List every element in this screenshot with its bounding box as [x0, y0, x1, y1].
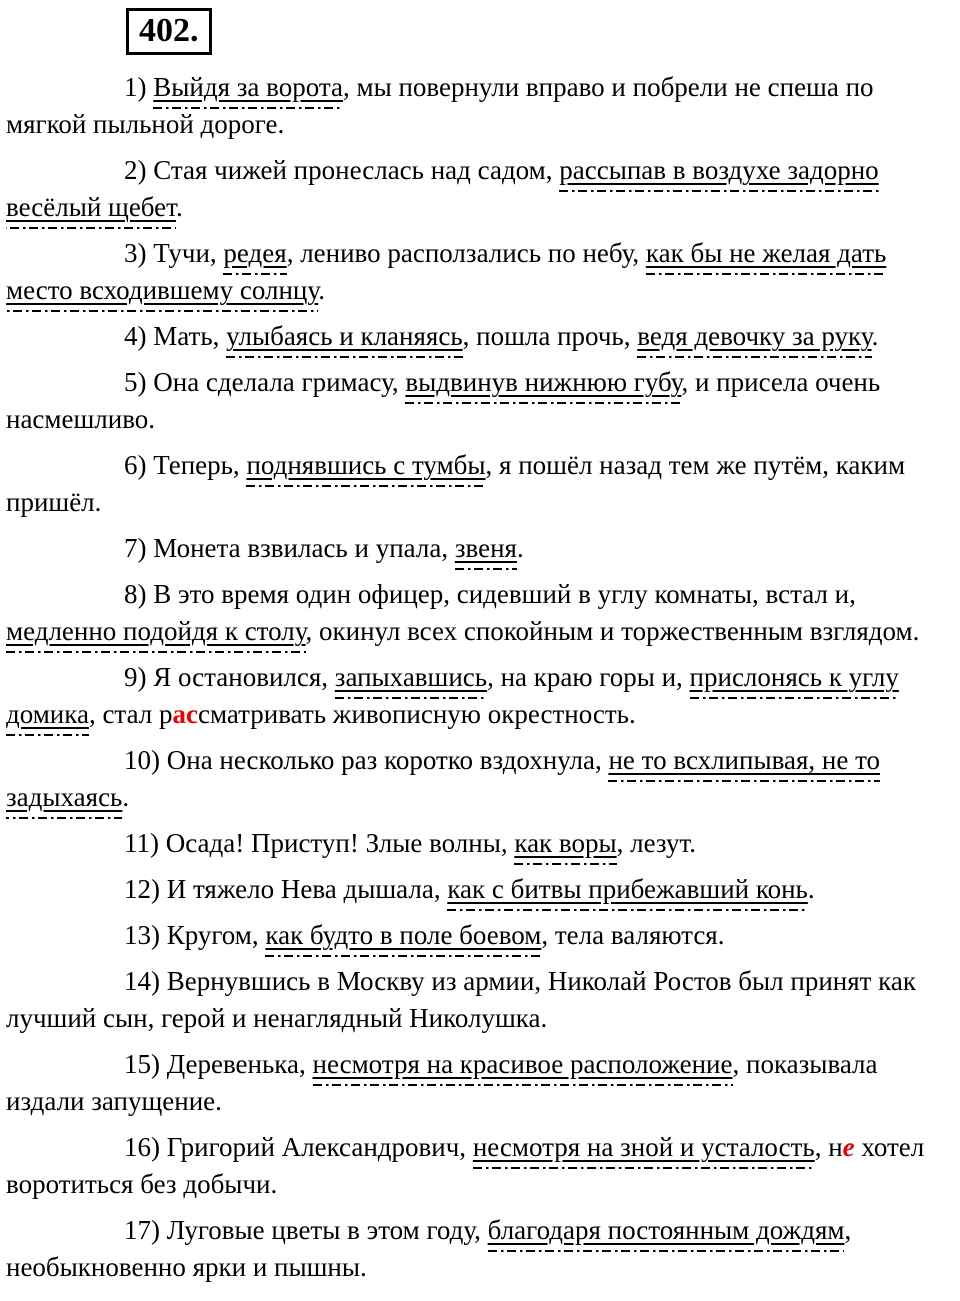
sentence [6, 576, 950, 650]
sentence-text: 7) Монета взвилась и упала, [124, 533, 455, 564]
sentence-text: , лезут. [616, 828, 697, 859]
sentence-text: , окинул всех спокойным и торжественным взглядом. [305, 616, 920, 647]
sentence-text: 12) И тяжело Нева дышала, [124, 874, 448, 905]
sentence-text: 9) Я остановился, [124, 662, 335, 693]
underlined-phrase: запыхавшись [335, 662, 487, 699]
sentence-text: , стал р [88, 699, 173, 730]
sentence-text: 14) Вернувшись в Москву из армии, Николай Ростов был принят как лучший сын, герой и ненаглядный Николушка. [6, 966, 916, 1034]
sentence-text: 8) В это время один офицер, сидевший в углу комнаты, встал и, [124, 579, 856, 610]
sentence-text: , необыкновенно ярки и пышны. [6, 1215, 852, 1283]
sentence [6, 530, 950, 567]
sentence-text: , лениво расползались по небу, [286, 238, 646, 269]
highlighted-letter: е [842, 1132, 855, 1163]
sentence-text: , мы повернули вправо и побрели не спеша по мягкой пыльной дороге. [6, 72, 874, 140]
sentence [6, 235, 950, 309]
sentence-text: 11) Осада! Приступ! Злые волны, [124, 828, 515, 859]
highlighted-letter: ас [172, 699, 198, 730]
sentence-text: сматривать живописную окрестность. [198, 699, 636, 730]
sentence-text: . [122, 782, 130, 813]
sentence [6, 1046, 950, 1120]
underlined-phrase: как воры [514, 828, 616, 865]
sentence-text: 16) Григорий Александрович, [124, 1132, 473, 1163]
underlined-phrase: как с битвы прибежавший конь [447, 874, 808, 911]
sentence-text: , н [814, 1132, 843, 1163]
sentence [6, 364, 950, 438]
underlined-phrase: выдвинув нижнюю губу [405, 367, 681, 404]
underlined-phrase: несмотря на зной и усталость [473, 1132, 815, 1169]
sentence [6, 1212, 950, 1286]
sentence-text: 10) Она несколько раз коротко вздохнула, [124, 745, 609, 776]
exercise-number: 402. [139, 12, 199, 49]
underlined-phrase: несмотря на красивое расположение [313, 1049, 733, 1086]
sentence-text: , пошла прочь, [462, 321, 638, 352]
sentence-text: , и присела очень насмешливо. [6, 367, 881, 435]
sentence-text: . [871, 321, 879, 352]
underlined-phrase: прислонясь к углу домика [6, 662, 899, 736]
underlined-phrase: не то всхлипывая, не то задыхаясь [6, 745, 880, 819]
sentence [6, 742, 950, 816]
sentence-text: , показывала издали запущение. [6, 1049, 878, 1117]
sentence-text: 3) Тучи, [124, 238, 224, 269]
exercise-number-box [126, 8, 212, 55]
underlined-phrase: поднявшись с тумбы [246, 450, 485, 487]
sentence [6, 318, 950, 355]
sentence-text: 5) Она сделала гримасу, [124, 367, 406, 398]
sentence-text: , на краю горы и, [487, 662, 690, 693]
sentence-text: 2) Стая чижей пронеслась над садом, [124, 155, 560, 186]
underlined-phrase: звеня [455, 533, 517, 570]
sentence [6, 871, 950, 908]
sentence-text: 6) Теперь, [124, 450, 247, 481]
sentence-text: . [516, 533, 524, 564]
underlined-phrase: улыбаясь и кланяясь [226, 321, 462, 358]
sentence [6, 659, 950, 733]
underlined-phrase: Выйдя за ворота [153, 72, 343, 109]
sentence-text: хотел воротиться без добычи. [6, 1132, 925, 1200]
underlined-phrase: редея [223, 238, 286, 275]
underlined-phrase: ведя девочку за руку [637, 321, 871, 358]
underlined-phrase: рассыпав в воздухе задорно весёлый щебет [6, 155, 879, 229]
sentence [6, 69, 950, 143]
sentence-text: . [807, 874, 815, 905]
sentence [6, 963, 950, 1037]
sentence [6, 1129, 950, 1203]
underlined-phrase: как бы не желая дать место всходившему солнцу [6, 238, 886, 312]
sentence-text: . [318, 275, 325, 306]
sentence-text: 4) Мать, [124, 321, 227, 352]
sentence [6, 152, 950, 226]
sentence-text: . [175, 192, 183, 223]
underlined-phrase: благодаря постоянным дождям [488, 1215, 845, 1252]
sentence-text: 17) Луговые цветы в этом году, [124, 1215, 488, 1246]
sentence [6, 447, 950, 521]
sentence-text: , я пошёл назад тем же путём, каким пришёл. [6, 450, 906, 518]
sentence-text: 13) Кругом, [124, 920, 266, 951]
underlined-phrase: медленно подойдя к столу [6, 616, 306, 653]
sentence-text: 1) [124, 72, 154, 103]
sentence [6, 917, 950, 954]
sentences [6, 69, 950, 1286]
sentence-text: 15) Деревенька, [124, 1049, 313, 1080]
sentence [6, 825, 950, 862]
sentence-text: , тела валяются. [541, 920, 725, 951]
underlined-phrase: как будто в поле боевом [265, 920, 541, 957]
